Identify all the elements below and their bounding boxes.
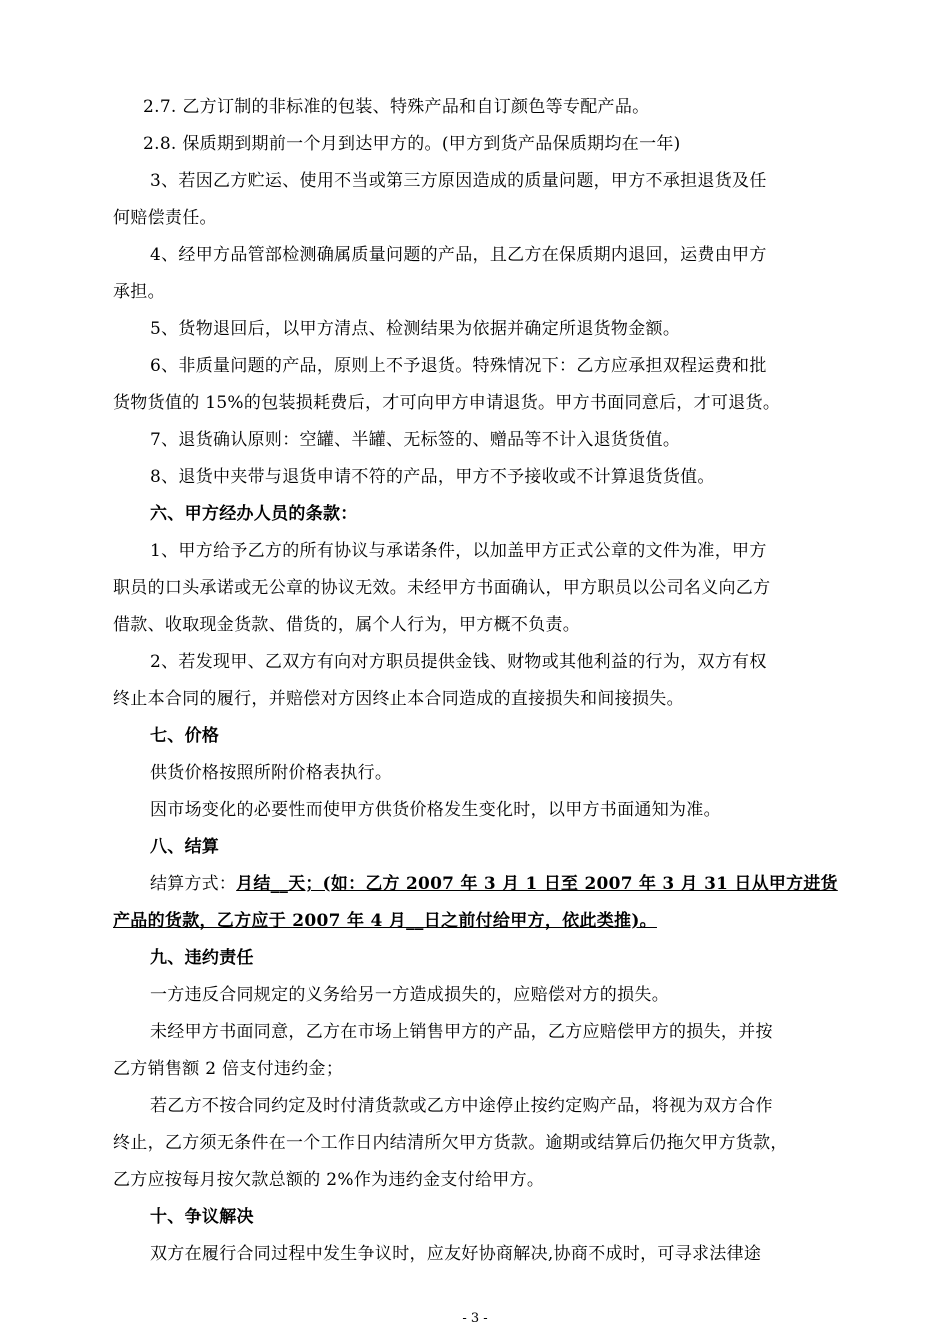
- clause-3-line-1: 3、若因乙方贮运、使用不当或第三方原因造成的质量问题，甲方不承担退货及任: [150, 171, 767, 191]
- breach-line-2: 未经甲方书面同意，乙方在市场上销售甲方的产品，乙方应赔偿甲方的损失，并按: [150, 1022, 773, 1042]
- clause-5: 5、货物退回后，以甲方清点、检测结果为依据并确定所退货物金额。: [150, 319, 681, 339]
- price-line-1: 供货价格按照所附价格表执行。: [150, 763, 393, 783]
- dispute-line-1: 双方在履行合同过程中发生争议时，应友好协商解决,协商不成时，可寻求法律途: [150, 1244, 762, 1264]
- section-heading-8: 八、结算: [150, 837, 220, 857]
- settlement-terms-2: 产品的货款，乙方应于 2007 年 4 月__日之前付给甲方，依此类推)。: [113, 911, 657, 931]
- section-6-clause-1-line-3: 借款、收取现金货款、借货的，属个人行为，甲方概不负责。: [113, 615, 581, 635]
- clause-2-8: 2.8. 保质期到期前一个月到达甲方的。(甲方到货产品保质期均在一年): [143, 134, 681, 154]
- section-6-clause-2-line-2: 终止本合同的履行，并赔偿对方因终止本合同造成的直接损失和间接损失。: [113, 689, 684, 709]
- clause-3-line-2: 何赔偿责任。: [113, 208, 217, 228]
- clause-4-line-1: 4、经甲方品管部检测确属质量问题的产品，且乙方在保质期内退回，运费由甲方: [150, 245, 767, 265]
- section-heading-6: 六、甲方经办人员的条款：: [150, 504, 358, 524]
- settlement-label: 结算方式：: [150, 874, 237, 894]
- section-heading-7: 七、价格: [150, 726, 220, 746]
- clause-7: 7、退货确认原则：空罐、半罐、无标签的、赠品等不计入退货货值。: [150, 430, 681, 450]
- clause-6-line-1: 6、非质量问题的产品，原则上不予退货。特殊情况下：乙方应承担双程运费和批: [150, 356, 767, 376]
- page-number: - 3 -: [462, 1311, 488, 1326]
- clause-4-line-2: 承担。: [113, 282, 165, 302]
- clause-2-7: 2.7. 乙方订制的非标准的包装、特殊产品和自订颜色等专配产品。: [143, 97, 650, 117]
- settlement-terms-1: 月结__天；(如：乙方 2007 年 3 月 1 日至 2007 年 3 月 31 日从甲方进货: [236, 874, 838, 894]
- breach-line-5: 终止，乙方须无条件在一个工作日内结清所欠甲方货款。逾期或结算后仍拖欠甲方货款，: [113, 1133, 788, 1153]
- settlement-line-1: [150, 871, 838, 897]
- breach-line-4: 若乙方不按合同约定及时付清货款或乙方中途停止按约定购产品，将视为双方合作: [150, 1096, 773, 1116]
- clause-8: 8、退货中夹带与退货申请不符的产品，甲方不予接收或不计算退货货值。: [150, 467, 715, 487]
- clause-6-line-2: 货物货值的 15%的包装损耗费后，才可向甲方申请退货。甲方书面同意后，才可退货。: [113, 393, 781, 413]
- section-heading-10: 十、争议解决: [150, 1207, 254, 1227]
- section-heading-9: 九、违约责任: [150, 948, 254, 968]
- breach-line-6: 乙方应按每月按欠款总额的 2%作为违约金支付给甲方。: [113, 1170, 545, 1190]
- section-6-clause-2-line-1: 2、若发现甲、乙双方有向对方职员提供金钱、财物或其他利益的行为，双方有权: [150, 652, 767, 672]
- section-6-clause-1-line-2: 职员的口头承诺或无公章的协议无效。未经甲方书面确认，甲方职员以公司名义向乙方: [113, 578, 771, 598]
- breach-line-3: 乙方销售额 2 倍支付违约金；: [113, 1059, 344, 1079]
- price-line-2: 因市场变化的必要性而使甲方供货价格发生变化时，以甲方书面通知为准。: [150, 800, 721, 820]
- breach-line-1: 一方违反合同规定的义务给另一方造成损失的，应赔偿对方的损失。: [150, 985, 669, 1005]
- section-6-clause-1-line-1: 1、甲方给予乙方的所有协议与承诺条件，以加盖甲方正式公章的文件为准，甲方: [150, 541, 767, 561]
